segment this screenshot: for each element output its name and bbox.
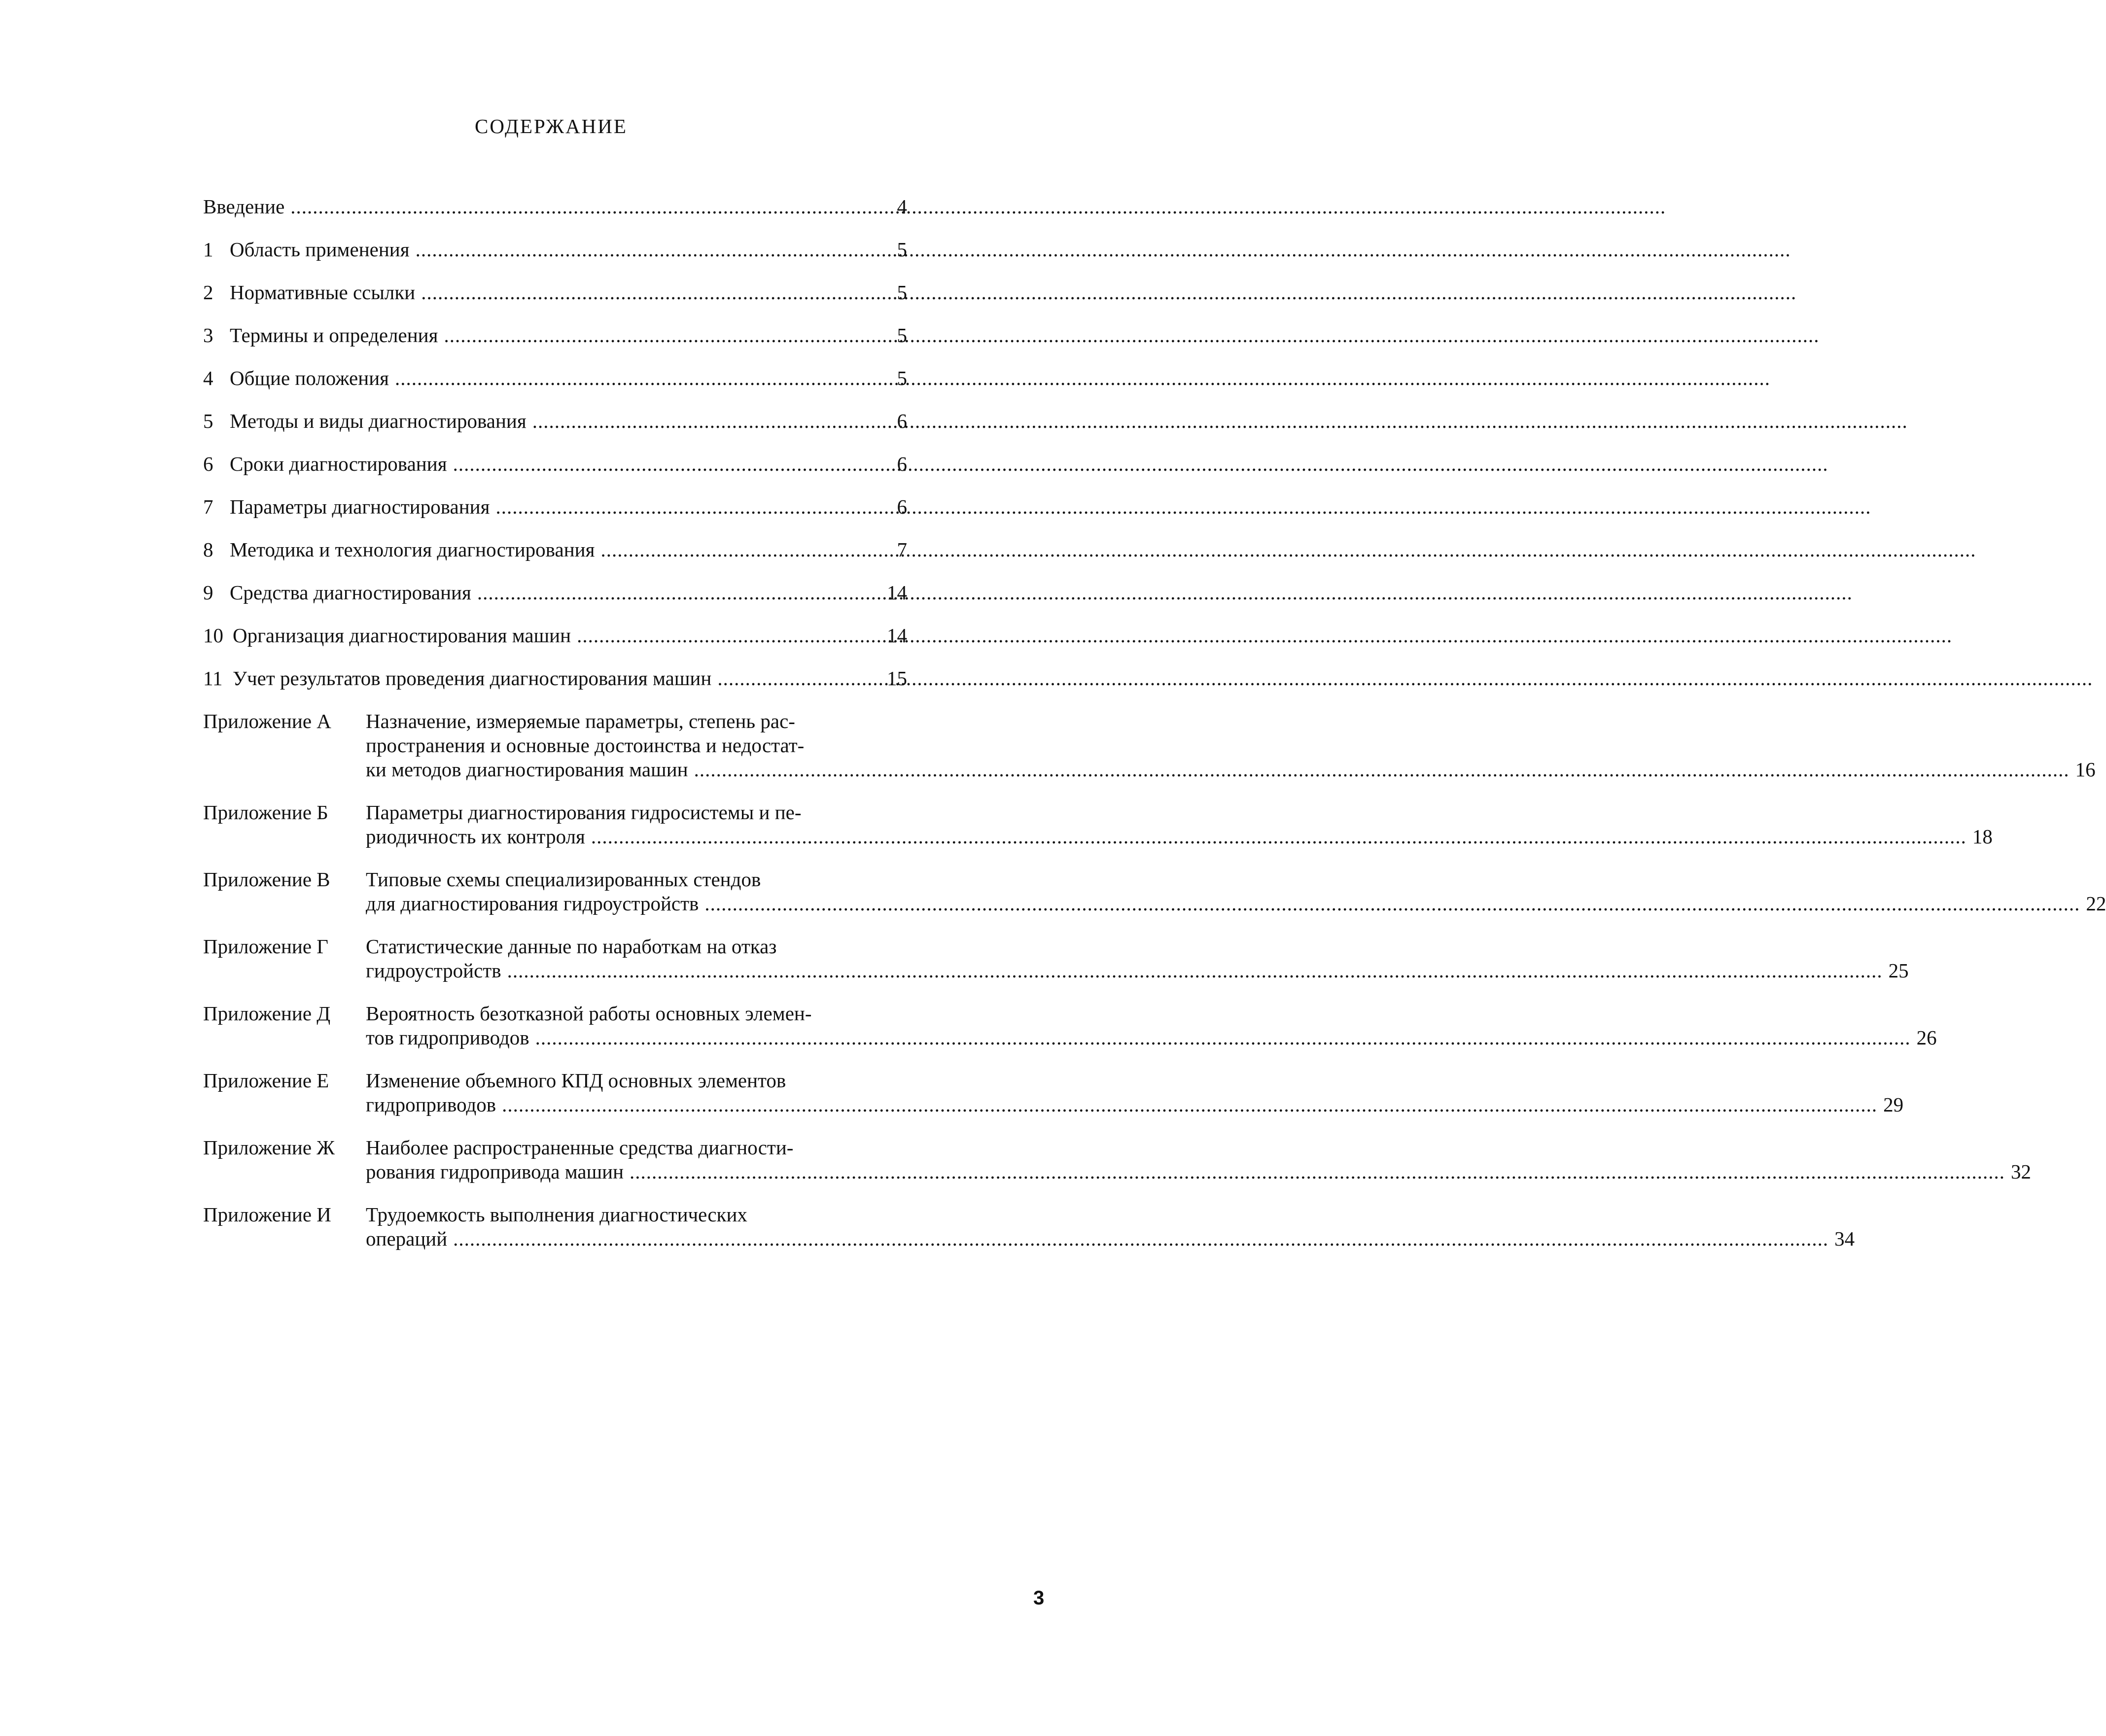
dot-leader [453,452,889,476]
dot-leader [421,280,889,305]
appendix-label: Приложение Б [203,801,328,824]
appendix-last-line [366,892,2106,916]
toc-appendix-zh [203,1136,2032,1184]
appendix-body [366,1136,2031,1184]
toc-entry-text [203,280,415,305]
dot-leader [694,758,2070,782]
toc-entry-page: 5 [897,281,907,304]
section-title: Общие положения [230,367,389,389]
toc-appendix-i [203,1203,1855,1251]
dot-leader [290,195,889,219]
dot-leader [453,1227,1828,1251]
dot-leader [600,538,889,562]
toc-entry-page: 7 [897,538,907,561]
section-number: 10 [203,624,223,647]
appendix-body [366,800,1993,849]
appendix-title-line: Статистические данные по наработкам на отказ [366,935,777,958]
toc-entry-2 [203,280,907,305]
appendix-title-line: операций [366,1227,448,1250]
section-title: Сроки диагностирования [230,452,447,475]
appendix-last-line [366,1227,1855,1251]
toc-entry-page: 14 [887,624,907,647]
appendix-last-line [366,1160,2031,1184]
dot-leader [416,238,889,262]
section-title: Параметры диагностирования [230,495,490,518]
section-number: 11 [203,667,223,690]
appendix-title-line: рования гидропривода машин [366,1160,624,1183]
toc-entry-page: 6 [897,452,907,475]
section-title: Методика и технология диагностирования [230,538,595,561]
dot-leader [477,581,881,605]
appendix-title-line: ки методов диагностирования машин [366,758,688,781]
toc-entry-text [203,238,410,262]
section-number: 9 [203,581,213,604]
toc-entry-text [203,366,389,390]
section-number: 8 [203,538,213,561]
toc-entry-page: 15 [887,667,907,690]
toc-entry-page: 6 [897,410,907,432]
dot-leader [502,1093,1877,1117]
toc-entry-page: 5 [897,238,907,261]
appendix-body [366,935,1909,983]
toc-entry-introduction [203,195,907,219]
toc-entry-text: Введение [203,195,285,218]
appendix-title-line: гидроприводов [366,1093,496,1116]
toc-entry-page: 22 [2086,892,2106,915]
section-number: 6 [203,452,213,475]
section-number: 3 [203,324,213,347]
appendix-title-line: тов гидроприводов [366,1026,529,1049]
appendix-label: Приложение В [203,868,330,891]
dot-leader [395,366,889,390]
appendix-label: Приложение Е [203,1069,329,1092]
dot-leader [535,1026,1911,1050]
toc-entry-3 [203,323,907,347]
appendix-label: Приложение Ж [203,1136,335,1159]
toc-entry-page: 25 [1888,959,1909,982]
table-of-contents [203,195,2106,1270]
appendix-title-line: пространения и основные достоинства и недостат- [366,734,805,757]
appendix-last-line [366,959,1909,983]
toc-entry-text [203,666,711,691]
appendix-title-line: Трудоемкость выполнения диагностических [366,1203,747,1226]
toc-entry-page: 6 [897,495,907,518]
toc-entry-11 [203,666,907,691]
appendix-title-line: риодичность их контроля [366,825,585,848]
toc-appendix-v [203,868,2106,916]
appendix-body [366,868,2106,916]
toc-entry-page: 16 [2075,758,2096,781]
toc-appendix-a [203,709,2096,782]
appendix-label: Приложение И [203,1203,331,1226]
appendix-label: Приложение А [203,710,331,732]
appendix-title-line: Типовые схемы специализированных стендов [366,868,761,891]
section-number: 1 [203,238,213,261]
toc-appendix-g [203,935,1909,983]
toc-entry-page: 32 [2011,1160,2032,1183]
appendix-title-line: для диагностирования гидроустройств [366,892,699,915]
toc-entry-page: 29 [1883,1093,1904,1116]
appendix-last-line [366,825,1993,849]
section-title: Методы и виды диагностирования [230,410,526,432]
dot-leader [507,959,1883,983]
appendix-body [366,1069,1903,1117]
page-number: 3 [1033,1587,1045,1609]
appendix-body [366,1203,1855,1251]
toc-entry-text [203,624,571,648]
dot-leader [577,624,881,648]
toc-appendix-e [203,1069,1904,1117]
toc-entry-text [203,538,595,562]
dot-leader [704,892,2080,916]
toc-entry-7 [203,495,907,519]
toc-entry-page: 34 [1834,1227,1855,1250]
appendix-body [366,709,2096,782]
appendix-title-line: Вероятность безотказной работы основных элемен- [366,1002,812,1025]
appendix-title-line: Изменение объемного КПД основных элементов [366,1069,786,1092]
toc-entry-4 [203,366,907,390]
toc-entry-page: 14 [887,581,907,604]
page-title: СОДЕРЖАНИЕ [475,115,628,138]
toc-entry-5 [203,409,907,433]
appendix-label: Приложение Д [203,1002,331,1025]
section-number: 5 [203,410,213,432]
dot-leader [444,323,889,347]
section-title: Учет результатов проведения диагностирования машин [233,667,712,690]
dot-leader [495,495,889,519]
appendix-last-line [366,1093,1903,1117]
section-number: 4 [203,367,213,389]
toc-entry-10 [203,624,907,648]
appendix-last-line [366,758,2096,782]
dot-leader [717,666,881,691]
section-title: Организация диагностирования машин [233,624,571,647]
toc-entry-text [203,452,447,476]
dot-leader [630,1160,2005,1184]
section-number: 7 [203,495,213,518]
section-number: 2 [203,281,213,304]
toc-entry-6 [203,452,907,476]
appendix-last-line [366,1026,1937,1050]
toc-entry-text [203,495,490,519]
toc-appendix-d [203,1002,1937,1050]
section-title: Нормативные ссылки [230,281,416,304]
toc-appendix-b [203,800,1993,849]
appendix-label: Приложение Г [203,935,329,958]
appendix-title-line: Параметры диагностирования гидросистемы и пе- [366,801,802,824]
appendix-title-line: Назначение, измеряемые параметры, степень рас- [366,710,795,732]
toc-entry-9 [203,581,907,605]
toc-entry-text [203,581,471,605]
dot-leader [591,825,1966,849]
toc-entry-text [203,323,438,347]
toc-entry-page: 4 [897,195,907,218]
toc-entry-1 [203,238,907,262]
toc-entry-page: 18 [1972,825,1993,848]
toc-entry-8 [203,538,907,562]
appendix-body [366,1002,1937,1050]
section-title: Область применения [230,238,410,261]
appendix-title-line: Наиболее распространенные средства диагности- [366,1136,794,1159]
section-title: Термины и определения [230,324,438,347]
dot-leader [532,409,889,433]
toc-entry-page: 26 [1916,1026,1937,1049]
toc-entry-page: 5 [897,324,907,347]
appendix-title-line: гидроустройств [366,959,501,982]
toc-entry-page: 5 [897,367,907,389]
toc-entry-text [203,409,526,433]
section-title: Средства диагностирования [230,581,471,604]
